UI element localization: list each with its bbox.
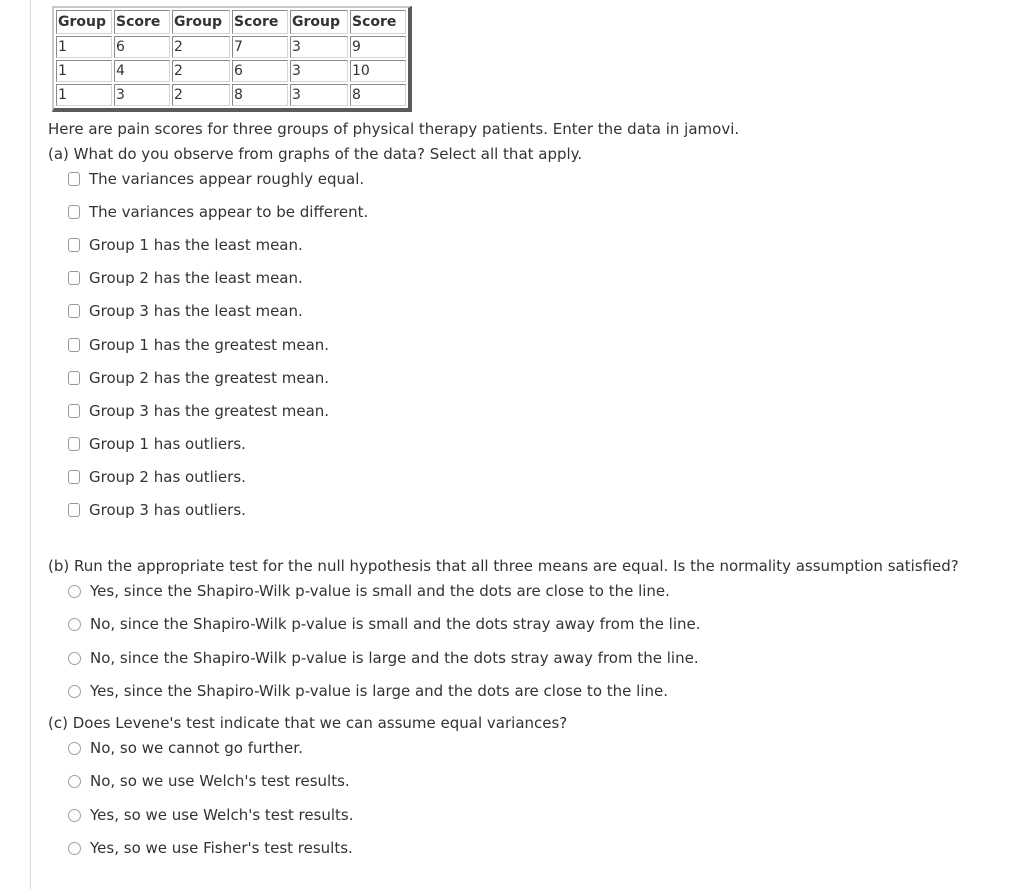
- option-label: Yes, so we use Fisher's test results.: [90, 839, 353, 857]
- part-a-option[interactable]: [68, 301, 303, 321]
- radio-button[interactable]: [68, 685, 81, 698]
- option-label: The variances appear roughly equal.: [89, 170, 365, 188]
- radio-button[interactable]: [68, 842, 81, 855]
- option-label: Yes, so we use Welch's test results.: [90, 806, 354, 824]
- table-header-cell: Group: [172, 10, 230, 34]
- part-a-option[interactable]: [68, 268, 303, 288]
- option-label: Group 2 has the greatest mean.: [89, 369, 330, 387]
- checkbox[interactable]: [68, 338, 80, 352]
- table-cell: 8: [232, 84, 288, 106]
- checkbox[interactable]: [68, 304, 80, 318]
- part-b-option[interactable]: [68, 681, 668, 701]
- part-c-option[interactable]: [68, 805, 354, 825]
- radio-button[interactable]: [68, 618, 81, 631]
- option-label: Group 1 has the greatest mean.: [89, 336, 330, 354]
- part-a-question: (a) What do you observe from graphs of the data? Select all that apply.: [48, 145, 583, 163]
- option-label: Group 3 has the least mean.: [89, 302, 303, 320]
- checkbox[interactable]: [68, 470, 80, 484]
- checkbox[interactable]: [68, 371, 80, 385]
- table-cell: 3: [290, 84, 348, 106]
- part-a-option[interactable]: [68, 500, 246, 520]
- checkbox[interactable]: [68, 503, 80, 517]
- table-cell: 9: [350, 36, 406, 58]
- table-row: [56, 36, 406, 58]
- table-cell: 10: [350, 60, 406, 82]
- table-cell: 1: [56, 84, 112, 106]
- table-cell: 1: [56, 36, 112, 58]
- table-cell: 6: [232, 60, 288, 82]
- table-cell: 6: [114, 36, 170, 58]
- option-label: Yes, since the Shapiro-Wilk p-value is large and the dots are close to the line.: [90, 682, 668, 700]
- option-label: No, since the Shapiro-Wilk p-value is small and the dots stray away from the line.: [90, 615, 701, 633]
- option-label: The variances appear to be different.: [89, 203, 369, 221]
- part-a-option[interactable]: [68, 401, 329, 421]
- checkbox[interactable]: [68, 205, 80, 219]
- part-a-option[interactable]: [68, 169, 364, 189]
- intro-text: Here are pain scores for three groups of physical therapy patients. Enter the data in jamovi.: [48, 120, 740, 138]
- table-cell: 3: [114, 84, 170, 106]
- table-cell: 3: [290, 36, 348, 58]
- table-cell: 2: [172, 60, 230, 82]
- part-c-option[interactable]: [68, 771, 350, 791]
- part-a-option[interactable]: [68, 434, 246, 454]
- part-a-option[interactable]: [68, 235, 303, 255]
- option-label: No, so we cannot go further.: [90, 739, 303, 757]
- option-label: Group 2 has outliers.: [89, 468, 246, 486]
- checkbox[interactable]: [68, 172, 80, 186]
- part-b-option[interactable]: [68, 581, 670, 601]
- table-cell: 2: [172, 36, 230, 58]
- radio-button[interactable]: [68, 742, 81, 755]
- table-header-cell: Score: [350, 10, 406, 34]
- table-row: [56, 60, 406, 82]
- table-cell: 4: [114, 60, 170, 82]
- option-label: No, since the Shapiro-Wilk p-value is large and the dots stray away from the line.: [90, 649, 699, 667]
- radio-button[interactable]: [68, 652, 81, 665]
- page-left-rule: [30, 0, 31, 889]
- table-header-row: [56, 10, 406, 34]
- radio-button[interactable]: [68, 809, 81, 822]
- part-c-question: (c) Does Levene's test indicate that we can assume equal variances?: [48, 714, 568, 732]
- table-header-cell: Group: [290, 10, 348, 34]
- part-a-option[interactable]: [68, 335, 329, 355]
- radio-button[interactable]: [68, 775, 81, 788]
- part-b-question: (b) Run the appropriate test for the null hypothesis that all three means are equal. Is the normality assumption satisfied?: [48, 557, 959, 575]
- option-label: Group 1 has outliers.: [89, 435, 246, 453]
- checkbox[interactable]: [68, 271, 80, 285]
- part-c-option[interactable]: [68, 838, 353, 858]
- radio-button[interactable]: [68, 585, 81, 598]
- part-b-option[interactable]: [68, 614, 701, 634]
- checkbox[interactable]: [68, 437, 80, 451]
- option-label: Group 2 has the least mean.: [89, 269, 303, 287]
- table-row: [56, 84, 406, 106]
- option-label: No, so we use Welch's test results.: [90, 772, 350, 790]
- option-label: Group 1 has the least mean.: [89, 236, 303, 254]
- part-a-option[interactable]: [68, 202, 368, 222]
- table-cell: 8: [350, 84, 406, 106]
- checkbox[interactable]: [68, 404, 80, 418]
- part-b-option[interactable]: [68, 648, 699, 668]
- data-table: [52, 6, 412, 112]
- table-header-cell: Group: [56, 10, 112, 34]
- part-a-option[interactable]: [68, 467, 246, 487]
- part-c-option[interactable]: [68, 738, 303, 758]
- table-header-cell: Score: [114, 10, 170, 34]
- checkbox[interactable]: [68, 238, 80, 252]
- table-cell: 1: [56, 60, 112, 82]
- option-label: Group 3 has the greatest mean.: [89, 402, 330, 420]
- option-label: Group 3 has outliers.: [89, 501, 246, 519]
- table-cell: 2: [172, 84, 230, 106]
- table-cell: 3: [290, 60, 348, 82]
- part-a-option[interactable]: [68, 368, 329, 388]
- option-label: Yes, since the Shapiro-Wilk p-value is small and the dots are close to the line.: [90, 582, 670, 600]
- table-cell: 7: [232, 36, 288, 58]
- table-header-cell: Score: [232, 10, 288, 34]
